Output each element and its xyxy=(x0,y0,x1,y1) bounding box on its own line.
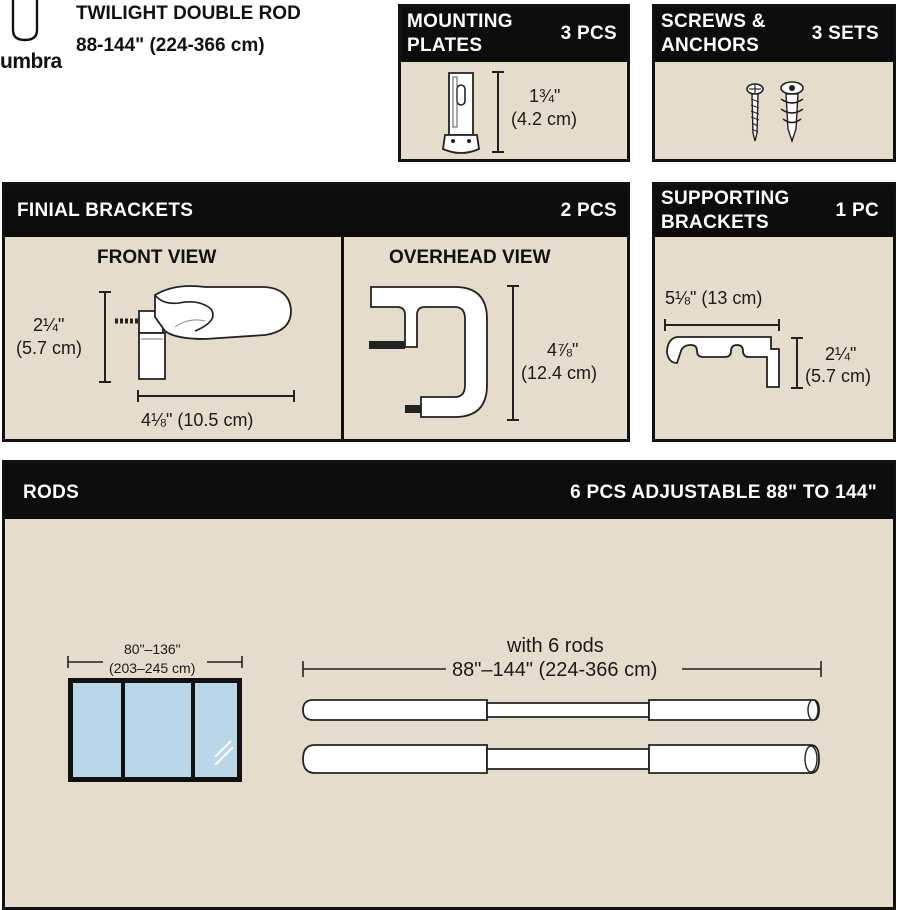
umbra-logo-icon xyxy=(10,0,40,42)
screw-icon xyxy=(745,83,765,143)
rods-header xyxy=(5,463,893,519)
finial-divider xyxy=(341,237,344,439)
screws-title-line2: ANCHORS xyxy=(661,35,760,56)
window-width-cm: (203–245 cm) xyxy=(109,660,196,676)
rod-top-icon xyxy=(301,698,823,724)
rod-bottom-icon xyxy=(301,743,823,775)
overhead-depth-dimension-line xyxy=(506,285,520,421)
finial-brackets-qty: 2 PCS xyxy=(560,200,617,221)
overhead-view-title: OVERHEAD VIEW xyxy=(389,247,551,268)
brand-name: umbra xyxy=(0,50,62,73)
screws-panel xyxy=(652,4,896,162)
finial-front-view-icon xyxy=(115,281,295,383)
finial-brackets-title: FINIAL BRACKETS xyxy=(17,200,194,221)
product-title: TWILIGHT DOUBLE ROD xyxy=(76,3,301,24)
screws-header xyxy=(655,7,893,62)
supporting-qty: 1 PC xyxy=(835,200,879,221)
overhead-depth-in: 4⅞" xyxy=(547,340,579,360)
mounting-plate-dimension-line xyxy=(491,71,505,153)
supporting-brackets-panel xyxy=(652,182,896,442)
window-icon xyxy=(67,677,243,783)
anchor-icon xyxy=(777,81,807,145)
supporting-title-line1: SUPPORTING xyxy=(661,188,790,209)
window-width-dimension-line xyxy=(67,656,243,668)
window-width-in: 80"–136" xyxy=(124,641,181,657)
front-height-dimension-line xyxy=(98,291,112,383)
front-view-title: FRONT VIEW xyxy=(97,247,217,268)
mounting-plate-dim-in: 1¾" xyxy=(529,86,561,106)
screws-title-line1: SCREWS & xyxy=(661,11,766,32)
with-rods-label: with 6 rods xyxy=(507,635,604,657)
supporting-title-line2: BRACKETS xyxy=(661,212,769,233)
front-height-in: 2¼" xyxy=(33,315,65,335)
brand-logo xyxy=(0,0,60,80)
mounting-plates-title-line2: PLATES xyxy=(407,35,483,56)
rods-title: RODS xyxy=(23,482,80,503)
product-size-range: 88-144" (224-366 cm) xyxy=(76,35,265,56)
finial-brackets-header xyxy=(5,185,627,237)
screws-qty: 3 SETS xyxy=(811,23,879,44)
finial-overhead-view-icon xyxy=(365,281,495,427)
mounting-plate-icon xyxy=(441,69,481,157)
supporting-brackets-header xyxy=(655,185,893,237)
mounting-plates-panel xyxy=(398,4,630,162)
supporting-bracket-icon xyxy=(663,335,785,391)
mounting-plates-qty: 3 PCS xyxy=(560,23,617,44)
front-width-dimension-line xyxy=(137,389,295,403)
mounting-plate-dim-cm: (4.2 cm) xyxy=(511,109,578,129)
supporting-height-cm: (5.7 cm) xyxy=(805,366,872,386)
rods-qty: 6 PCS ADJUSTABLE 88" TO 144" xyxy=(570,482,877,503)
supporting-height-dimension-line xyxy=(790,337,804,389)
supporting-width-label: 5⅛" (13 cm) xyxy=(665,288,763,308)
rod-length-label: 88"–144" (224-366 cm) xyxy=(452,659,658,681)
finial-brackets-panel xyxy=(2,182,630,442)
supporting-height-in: 2¼" xyxy=(825,344,857,364)
front-height-cm: (5.7 cm) xyxy=(16,338,83,358)
front-width-label: 4⅛" (10.5 cm) xyxy=(141,410,254,430)
supporting-width-dimension-line xyxy=(664,318,780,332)
mounting-plates-title-line1: MOUNTING xyxy=(407,11,513,32)
overhead-depth-cm: (12.4 cm) xyxy=(521,363,598,383)
rods-panel xyxy=(2,460,896,910)
mounting-plates-header xyxy=(401,7,627,62)
